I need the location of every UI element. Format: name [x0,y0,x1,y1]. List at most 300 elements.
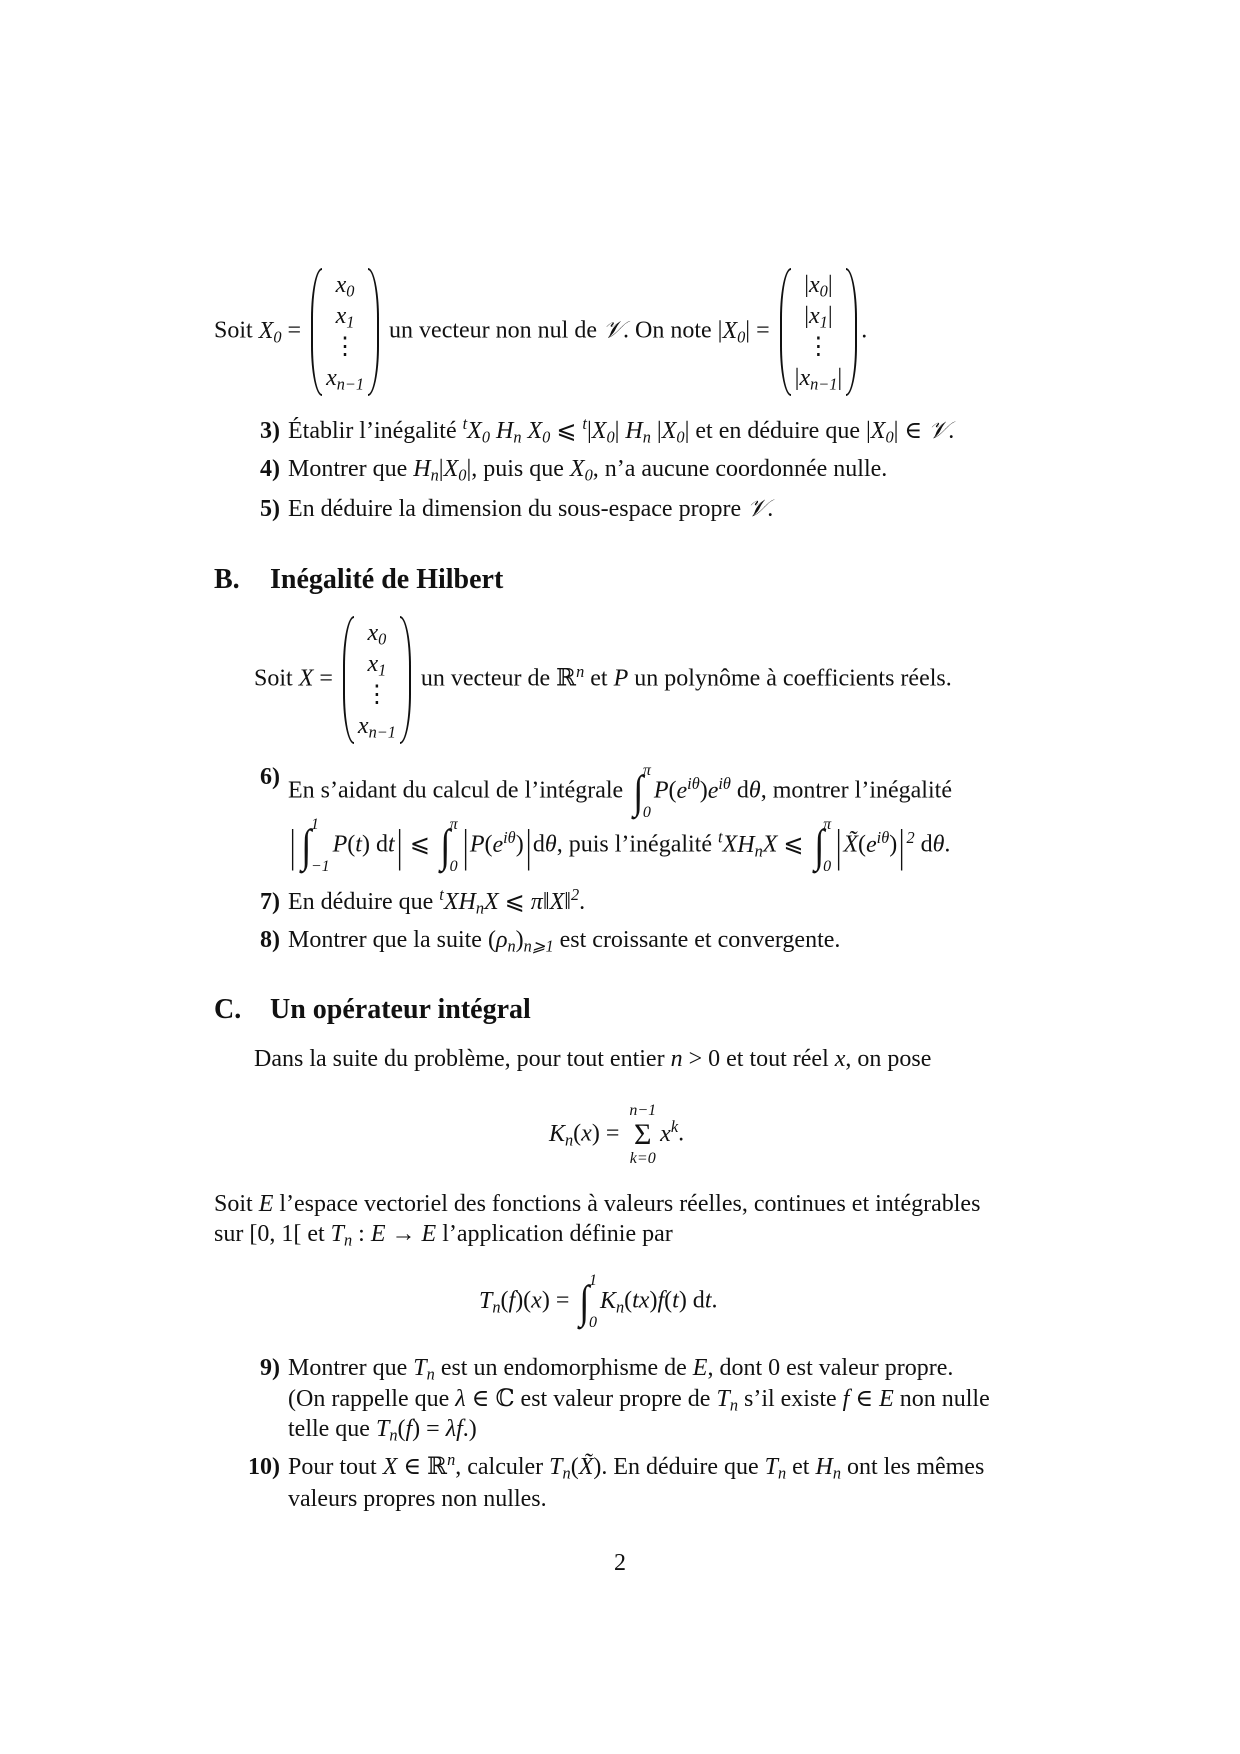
lower-bound: 0 [823,858,832,875]
text-run: Pour tout [288,1454,383,1480]
math-symbol: | [717,317,723,344]
subscript: 0 [584,465,593,485]
text-run: non nulle [893,1386,990,1412]
text-run: Montrer que [288,1355,414,1381]
large-delimiter: | [396,820,403,871]
text-run: et en déduire que [689,418,866,444]
text-run: , montrer l’inégalité [760,777,952,804]
math-variable: $X_0$ [467,418,490,447]
subscript: 0 [481,427,490,447]
math-symbol: ) [649,1287,658,1314]
math-symbol: d [532,831,545,858]
math-symbol: ) = [412,1416,446,1442]
subscript: 0 [346,281,355,301]
section-letter: C. [214,994,242,1025]
subscript: n [430,465,439,485]
math-variable: x [531,1287,542,1314]
math-symbol: ( [484,831,493,858]
math-symbol: ⩽ [550,418,583,444]
vector-entry [326,363,364,394]
text-run: et [786,1454,816,1480]
math-symbol: ( [664,1287,673,1314]
math-variable: $H_n$ [625,418,651,447]
subscript: n−1 [336,374,365,394]
math-symbol: ( [500,1287,509,1314]
math-variable: λf [445,1416,463,1442]
integral [300,816,329,876]
text-run: et [301,1221,331,1247]
subscript: n [426,1364,435,1384]
subscript: n [492,1297,501,1317]
lower-bound: −1 [310,858,330,875]
sum-upper-bound: n−1 [629,1102,657,1119]
math-variable: t [672,1287,679,1314]
sum-lower-bound: k=0 [629,1150,656,1167]
text-run: En déduire la dimension du sous-espace propre [288,496,748,522]
math-variable: X̃ [578,1454,594,1480]
question-number: 10) [248,1454,280,1480]
subscript: 1 [819,312,828,332]
question-number: 6) [260,764,280,790]
vector-entry [804,301,832,332]
text-run: Dans la suite du problème, pour tout entier [254,1046,671,1072]
lower-bound: 0 [642,804,651,821]
math-variable: $T_n$ [413,1355,435,1384]
math-variable: $T_n$ [479,1287,501,1317]
math-symbol: ⩽ [403,831,436,858]
math-variable: θ [932,831,945,858]
text-run: . [711,1287,718,1314]
math-variable: t [387,831,395,858]
text-run: un polynôme à coefficients réels. [628,665,952,692]
math-variable: t [704,1287,712,1314]
integral-bounds [643,763,651,821]
large-delimiter: | [462,820,468,871]
math-variable: X [443,889,459,915]
math-symbol: | [827,272,833,298]
math-variable: $H_n$ [458,889,484,918]
large-delimiter: | [289,820,296,871]
superscript: 2 [570,885,580,905]
math-variable: $x^k$ [660,1116,679,1147]
question-10-end [288,1484,547,1514]
text-run: . [767,496,774,522]
math-symbol: ) = [541,1287,576,1314]
subscript: n [615,1297,625,1317]
integral-sign: ∫ [813,820,824,871]
math-variable: f [508,1287,516,1314]
math-variable: $H_n$ [815,1454,841,1483]
text-run: (On rappelle que [288,1386,456,1412]
math-symbol: ∈ [849,1386,880,1412]
math-variable: $X_0$ [870,418,894,447]
superscript: n [576,661,585,681]
text-run: En déduire que [288,889,440,915]
math-symbol: | [837,365,843,391]
math-symbol: ( [570,1454,579,1480]
subscript: n [642,427,651,447]
integral [632,762,651,822]
text-run: . [948,418,955,444]
math-variable: $K_n$ [599,1287,625,1317]
text-run: . En déduire que [601,1454,765,1480]
math-symbol: ⩽ [777,831,810,858]
vector-x-definition [254,616,952,744]
math-symbol: ) d [678,1287,705,1314]
integral-sign: ∫ [633,766,644,817]
math-symbol: ℝ [556,665,577,692]
subscript: 0 [885,427,894,447]
integral [578,1272,597,1332]
math-variable: $X_0$ [591,418,615,447]
math-variable: $X_0$ [443,456,467,485]
integral-sign: ∫ [440,820,451,871]
text-run: ont les mêmes [840,1454,985,1480]
page-number: 2 [614,1550,626,1576]
question-9 [260,1353,954,1384]
lower-bound: 0 [588,1314,597,1331]
math-variable: X [484,889,499,915]
math-variable: $K_n$ [549,1120,574,1150]
math-variable: P [613,665,629,692]
text-run: l’espace vectoriel des fonctions à valeurs réelles, continues et intégrables [273,1191,981,1217]
math-symbol: | [794,365,800,391]
column-vector [343,616,411,744]
question-number: 7) [260,889,280,915]
vector-entries [354,616,400,744]
math-symbol: ) [515,927,524,953]
subscript: n [754,841,763,861]
math-variable: $X_0$ [527,418,551,447]
math-variable [906,827,915,858]
math-variable: $x_{n-1}$ [357,713,396,742]
math-symbol: ( [573,1120,582,1147]
vector-x0-definition [214,268,867,396]
text-run: , dont 0 est valeur propre. [707,1355,954,1381]
math-variable: X̃ [843,831,859,858]
math-variable: $T_n$ [330,1221,353,1250]
superscript: n [447,1450,456,1470]
upper-bound: 1 [310,816,319,833]
math-variable: x [834,1046,846,1072]
math-variable: $H_n$ [495,418,522,447]
question-number: 8) [260,927,280,953]
math-symbol: )( [515,1287,532,1314]
math-symbol: | [804,303,810,329]
math-symbol: ∈ ℝ [397,1454,448,1480]
math-variable: $x_1$ [367,651,387,680]
text-run: s’il existe [737,1386,843,1412]
math-variable: P [653,777,669,804]
vector-entry [365,680,389,711]
math-variable: f [842,1386,850,1412]
vector-entry [336,270,355,301]
math-variable: tx [632,1287,650,1314]
math-symbol: ⩽ [498,889,531,915]
math-symbol: > 0 [682,1046,721,1072]
summation [629,1102,656,1168]
question-number: 9) [260,1355,280,1381]
math-symbol: ( [487,927,496,953]
column-vector [311,268,379,396]
section-b-heading [214,565,503,595]
vector-entry [795,363,843,394]
math-symbol: ) [593,1454,602,1480]
upper-bound: 1 [588,1272,597,1289]
math-variable: $T_n$ [549,1454,571,1483]
math-variable: $\rho_n$ [495,927,516,956]
integral [813,816,832,876]
subscript: 0 [378,629,387,649]
transpose-mark: t [718,827,723,847]
subscript: 1 [346,312,355,332]
subscript: n [513,427,522,447]
math-variable: E [421,1221,437,1247]
math-variable: 𝒱 [928,418,949,444]
subscript: 0 [737,327,746,347]
math-variable: θ [544,831,557,858]
subscript: 1 [378,660,387,680]
subscript: n⩾1 [523,936,554,956]
text-run: . [678,1120,685,1147]
question-4 [260,454,888,485]
math-variable: $x_0$ [367,620,387,649]
math-symbol: ⋮ [364,682,389,708]
math-symbol: | [614,418,626,444]
question-number: 4) [260,456,280,482]
math-variable: $x_{n-1}$ [326,365,365,394]
math-variable: π [530,889,543,915]
math-symbol: ) d [361,831,388,858]
vector-entry [804,270,832,301]
text-run: En s’aidant du calcul de l’intégrale [288,777,630,804]
math-variable: θ [748,777,761,804]
text-run: , puis que [471,456,570,482]
text-run: telle que [288,1416,376,1442]
math-variable: X [298,665,314,692]
vector-entry [333,332,357,363]
text-run: Soit [214,317,259,344]
integral-sign: ∫ [579,1276,590,1327]
subscript: n [344,1230,353,1250]
subscript: n [389,1425,398,1445]
large-delimiter: | [835,820,842,871]
subscript: n [507,936,516,956]
superscript: iθ [503,827,516,847]
text-run: , on pose [845,1046,932,1072]
math-symbol: | [827,303,833,329]
text-run: sur [214,1221,250,1247]
math-symbol: [0, 1[ [249,1221,302,1247]
math-variable: 𝒱 [747,496,768,522]
text-run: est valeur propre de [514,1386,717,1412]
text-run: et tout réel [720,1046,835,1072]
integral [439,816,458,876]
subscript: n [562,1463,571,1483]
math-variable [570,885,580,915]
superscript: k [670,1116,679,1136]
subscript: 0 [819,281,828,301]
paragraph-soit-e [214,1189,980,1219]
section-c-heading [214,995,531,1025]
text-run: l’application définie par [436,1221,673,1247]
text-run: valeurs propres non nulles. [288,1486,547,1512]
math-variable: $H_n$ [413,456,439,485]
text-run: Montrer que la suite [288,927,488,953]
math-symbol: | ∈ [893,418,929,444]
math-variable: $X_0$ [569,456,593,485]
math-symbol: | [865,418,871,444]
upper-bound: π [642,762,651,779]
math-variable: f [405,1416,413,1442]
math-symbol: = [281,317,308,344]
section-title: Inégalité de Hilbert [270,564,504,595]
subscript: n [778,1463,787,1483]
transpose-mark: t [462,414,468,434]
math-variable: x [581,1120,592,1147]
math-symbol: d [914,831,933,858]
math-variable: X [549,889,565,915]
vector-entry [367,649,386,680]
math-variable: P [469,831,485,858]
sigma-sign: Σ [634,1118,652,1151]
paragraph-dans [254,1044,931,1074]
question-6-inequalities [288,816,950,876]
formula-kn [549,1102,684,1168]
math-symbol: ( [347,831,356,858]
question-number: 5) [260,496,280,522]
subscript: 0 [273,327,282,347]
question-6 [260,762,952,822]
math-symbol: ⋮ [806,334,831,360]
paragraph-sur [214,1219,673,1249]
text-run: Soit [214,1191,259,1217]
math-symbol: ) [699,777,708,804]
math-variable: X [722,831,738,858]
math-symbol: → [385,1221,422,1247]
math-symbol: | = [745,317,776,344]
math-symbol: ( [397,1416,406,1442]
left-parenthesis [343,616,354,744]
text-run: , calculer [455,1454,550,1480]
math-variable: $x_{n-1}$ [799,365,838,394]
text-run: . [944,831,951,858]
integral-bounds [311,817,330,875]
math-symbol: ( [858,831,867,858]
subscript: n [475,898,484,918]
math-variable: E [258,1191,274,1217]
math-symbol: ⋮ [333,334,358,360]
vector-entries [322,268,368,396]
text-run: est un endomorphisme de [434,1355,693,1381]
text-run: Établir l’inégalité [288,418,463,444]
text-run: un vecteur de [414,665,557,692]
text-run: . [861,317,868,344]
text-run: Soit [254,665,299,692]
question-3 [260,414,955,447]
math-variable: $e^{i\theta}$ [866,827,890,858]
vector-entry [336,301,355,332]
math-variable: $x_0$ [809,272,828,301]
right-parenthesis [846,268,857,396]
superscript: iθ [876,827,890,847]
vector-entry [367,618,386,649]
math-symbol: ‖ [564,889,571,915]
right-parenthesis [400,616,411,744]
math-variable: $X_0$ [722,317,746,347]
text-run: , n’a aucune coordonnée nulle. [592,456,888,482]
math-variable: $X_0$ [258,317,282,347]
subscript: 0 [606,427,615,447]
math-symbol: = [313,665,339,692]
subscript: n−1 [810,374,838,394]
section-letter: B. [214,564,240,595]
subscript: 0 [676,427,685,447]
column-vector [780,268,858,396]
math-symbol: : [352,1221,371,1247]
subscript: 0 [458,465,467,485]
math-variable: t [355,831,362,858]
math-symbol: | [684,418,690,444]
math-symbol: | [650,418,662,444]
question-8 [260,925,841,956]
large-delimiter: | [525,820,532,871]
math-variable: $X_0$ [661,418,685,447]
math-variable [447,1450,456,1480]
right-parenthesis [368,268,379,396]
text-run: et [584,665,614,692]
math-variable: $e^{i\theta}$ [707,773,731,804]
math-symbol: | [466,456,472,482]
subscript: 0 [542,427,551,447]
integral-bounds [450,817,458,875]
question-number: 3) [260,418,280,444]
superscript: iθ [687,773,700,793]
subscript: n−1 [368,722,396,742]
math-symbol: ) [889,831,898,858]
integral-bounds [589,1273,597,1331]
math-symbol: | [586,418,592,444]
integral-sign: ∫ [301,820,312,871]
question-9-note-end [288,1414,477,1444]
math-variable: $T_n$ [764,1454,787,1483]
math-symbol: ( [624,1287,633,1314]
math-symbol: ( [668,777,677,804]
transpose-mark: t [439,885,444,905]
text-run: un vecteur non nul de [383,317,603,344]
text-run: Montrer que [288,456,414,482]
math-variable: E [370,1221,386,1247]
upper-bound: π [823,816,832,833]
math-variable: $x_1$ [335,303,355,332]
superscript: iθ [718,773,731,793]
math-symbol: ∈ ℂ [465,1386,515,1412]
math-symbol: ) [515,831,524,858]
large-delimiter: | [899,820,905,871]
math-symbol: ) = [591,1120,626,1147]
text-run: . On note [622,317,718,344]
math-variable: 𝒱 [602,317,623,344]
math-symbol: | [804,272,810,298]
math-variable: E [879,1386,894,1412]
math-variable: $e^{i\theta}$ [676,773,700,804]
math-variable: $e^{i\theta}$ [492,827,516,858]
left-parenthesis [311,268,322,396]
math-variable: $T_n$ [716,1386,738,1415]
math-symbol: d [730,777,749,804]
upper-bound: π [449,816,458,833]
math-symbol: | [438,456,444,482]
